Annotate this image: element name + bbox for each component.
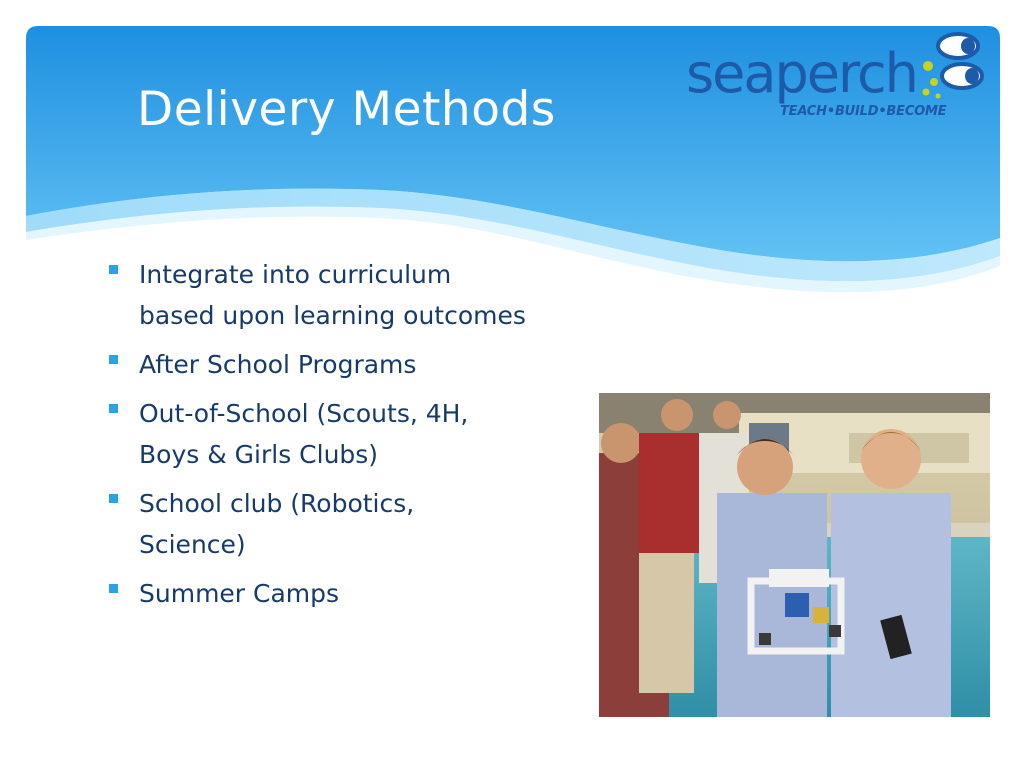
bullet-text: Integrate into curriculum based upon learning outcomes bbox=[139, 260, 526, 330]
logo-wordmark: seaperch bbox=[686, 42, 917, 105]
logo-tagline: TEACH•BUILD•BECOME bbox=[780, 104, 947, 119]
bullet-square-icon bbox=[109, 494, 118, 503]
bullet-item bbox=[106, 483, 606, 565]
slide-title: Delivery Methods bbox=[137, 82, 556, 137]
bullet-text: Out-of-School (Scouts, 4H, Boys & Girls Clubs) bbox=[139, 399, 469, 469]
bullet-item bbox=[106, 573, 606, 614]
seaperch-logo bbox=[686, 30, 992, 126]
bullet-square-icon bbox=[109, 404, 118, 413]
bullet-item bbox=[106, 393, 606, 475]
fish-eyes-icon bbox=[918, 30, 992, 106]
bullet-list bbox=[106, 254, 606, 622]
bullet-text: After School Programs bbox=[139, 350, 417, 379]
bullet-square-icon bbox=[109, 265, 118, 274]
bullet-square-icon bbox=[109, 584, 118, 593]
bullet-square-icon bbox=[109, 355, 118, 364]
bullet-item bbox=[106, 254, 606, 336]
bullet-text: School club (Robotics, Science) bbox=[139, 489, 415, 559]
bullet-text: Summer Camps bbox=[139, 579, 340, 608]
bullet-item bbox=[106, 344, 606, 385]
students-robot-photo bbox=[599, 393, 990, 717]
